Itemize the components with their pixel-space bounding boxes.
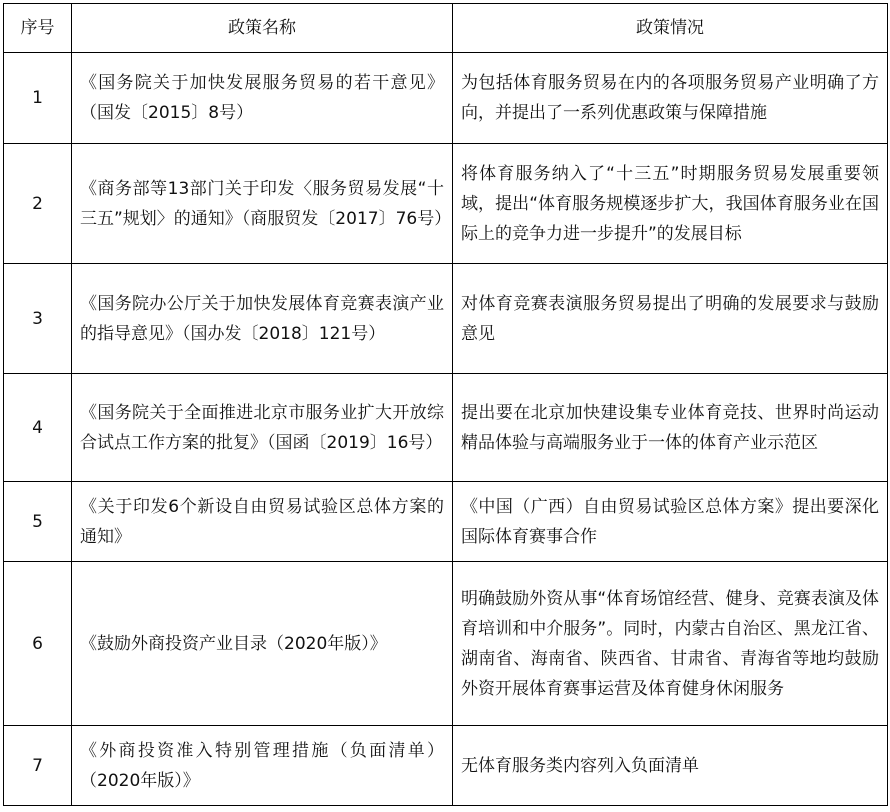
row-index: 1 (4, 53, 72, 144)
policy-detail: 无体育服务类内容列入负面清单 (453, 726, 888, 806)
table-row (4, 144, 888, 264)
policy-name: 《国务院关于加快发展服务贸易的若干意见》（国发〔2015〕8号） (72, 53, 453, 144)
row-index: 7 (4, 726, 72, 806)
row-index: 2 (4, 144, 72, 264)
table-row (4, 562, 888, 726)
policy-table (3, 3, 888, 806)
policy-name: 《外商投资准入特别管理措施（负面清单）（2020年版）》 (72, 726, 453, 806)
table-header-row (4, 4, 888, 53)
policy-detail: 《中国（广西）自由贸易试验区总体方案》提出要深化国际体育赛事合作 (453, 482, 888, 562)
policy-detail: 对体育竞赛表演服务贸易提出了明确的发展要求与鼓励意见 (453, 264, 888, 374)
policy-detail: 明确鼓励外资从事“体育场馆经营、健身、竞赛表演及体育培训和中介服务”。同时，内蒙古自治区、黑龙江省、湖南省、海南省、陕西省、甘肃省、青海省等地均鼓励外资开展体育赛事运营及体育健身休闲服务 (453, 562, 888, 726)
table-row (4, 264, 888, 374)
header-index: 序号 (4, 4, 72, 53)
header-policy-detail: 政策情况 (453, 4, 888, 53)
row-index: 4 (4, 374, 72, 482)
policy-detail: 提出要在北京加快建设集专业体育竞技、世界时尚运动精品体验与高端服务业于一体的体育产业示范区 (453, 374, 888, 482)
policy-name: 《关于印发6个新设自由贸易试验区总体方案的通知》 (72, 482, 453, 562)
header-policy-name: 政策名称 (72, 4, 453, 53)
row-index: 3 (4, 264, 72, 374)
table-row (4, 726, 888, 806)
policy-name: 《商务部等13部门关于印发〈服务贸易发展“十三五”规划〉的通知》（商服贸发〔2017〕76号） (72, 144, 453, 264)
policy-table-container (3, 3, 888, 806)
policy-name: 《鼓励外商投资产业目录（2020年版）》 (72, 562, 453, 726)
row-index: 5 (4, 482, 72, 562)
table-row (4, 482, 888, 562)
policy-detail: 将体育服务纳入了“十三五”时期服务贸易发展重要领域，提出“体育服务规模逐步扩大，我国体育服务业在国际上的竞争力进一步提升”的发展目标 (453, 144, 888, 264)
policy-detail: 为包括体育服务贸易在内的各项服务贸易产业明确了方向，并提出了一系列优惠政策与保障措施 (453, 53, 888, 144)
table-row (4, 53, 888, 144)
policy-name: 《国务院关于全面推进北京市服务业扩大开放综合试点工作方案的批复》（国函〔2019〕16号） (72, 374, 453, 482)
policy-name: 《国务院办公厅关于加快发展体育竞赛表演产业的指导意见》（国办发〔2018〕121号） (72, 264, 453, 374)
table-row (4, 374, 888, 482)
row-index: 6 (4, 562, 72, 726)
